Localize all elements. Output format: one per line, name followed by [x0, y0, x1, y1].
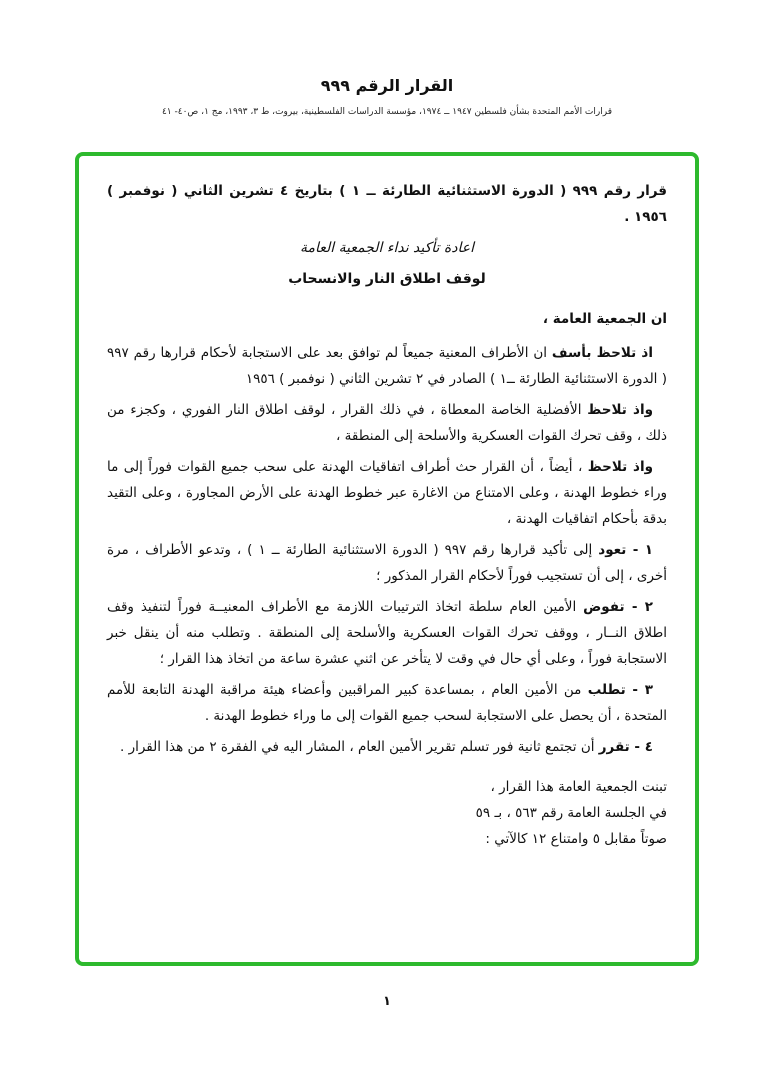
paragraph-text: ان الأطراف المعنية جميعاً لم توافق بعد على الاستجابة لأحكام قرارها رقم ٩٩٧ ( الدورة الاستثنائية الطارئة ــ١ ) الصادر في ٢ تشرين الثاني ( نوفمبر ) ١٩٥٦	[107, 345, 667, 387]
paragraph-text: الأمين العام سلطة اتخاذ الترتيبات اللازمة مع الأطراف المعنيــة فوراً لتنفيذ وقف اطلاق النــار ، ووقف تحرك القوات العسكرية والأسلحة إلى المنطقة . وتطلب منه أن ينقل خبر الاستجابة فوراً ، وعلى أي حال في وقت لا يتأخر عن اثني عشرة ساعة من اتخاذ هذا القرار ؛	[107, 599, 667, 667]
paragraph-operative-4	[107, 734, 667, 760]
closing-line: صوتاً مقابل ٥ وامتناع ١٢ كالآتي :	[485, 831, 667, 847]
document-body-frame	[75, 152, 699, 966]
closing-line: تبنت الجمعية العامة هذا القرار ،	[490, 779, 667, 795]
paragraph-operative-2	[107, 594, 667, 672]
paragraph-operative-3	[107, 677, 667, 729]
paragraph-lead: واذ تلاحظ	[587, 459, 653, 475]
paragraph-notes-regret	[107, 340, 667, 392]
paragraph-operative-1	[107, 537, 667, 589]
resolution-intro: قرار رقم ٩٩٩ ( الدورة الاستثنائية الطارئة ــ ١ ) بتاريخ ٤ تشرين الثاني ( نوفمبر ) ١٩٥٦ .	[107, 183, 667, 225]
resolution-title: القرار الرقم ٩٩٩	[320, 76, 454, 95]
paragraph-notes-armistice	[107, 454, 667, 532]
paragraph-text: الأفضلية الخاصة المعطاة ، في ذلك القرار ، لوقف اطلاق النار الفوري ، وكجزء من ذلك ، وقف تحرك القوات العسكرية والأسلحة إلى المنطقة ،	[107, 402, 667, 444]
paragraph-lead: ١ - تعود	[598, 542, 653, 558]
paragraph-text: أن تجتمع ثانية فور تسلم تقرير الأمين العام ، المشار اليه في الفقرة ٢ من هذا القرار .	[120, 739, 599, 755]
closing-line: في الجلسة العامة رقم ٥٦٣ ، بـ ٥٩	[475, 805, 667, 821]
paragraph-text: ، أيضاً ، أن القرار حث أطراف اتفاقيات الهدنة على سحب جميع القوات فوراً إلى ما وراء خطوط الهدنة ، وعلى الامتناع من الاغارة عبر خطوط الهدنة على الأرض المجاورة ، وعلى التقيد بدقة بأحكام اتفاقيات الهدنة ،	[107, 459, 667, 527]
opening-line: ان الجمعية العامة ،	[542, 311, 667, 327]
subtitle-calligraphic: اعادة تأكيد نداء الجمعية العامة	[300, 240, 474, 256]
paragraph-text: إلى تأكيد قرارها رقم ٩٩٧ ( الدورة الاستثنائية الطارئة ــ ١ ) ، وتدعو الأطراف ، مرة أخرى ، إلى أن تستجيب فوراً لأحكام القرار المذكور ؛	[107, 542, 667, 584]
paragraph-lead: اذ تلاحظ بأسف	[551, 345, 653, 361]
closing-block	[107, 774, 667, 852]
paragraph-notes-priority	[107, 397, 667, 449]
paragraph-lead: ٢ - تفوض	[583, 599, 653, 615]
paragraph-lead: واذ تلاحظ	[587, 402, 653, 418]
page-number: ١	[383, 994, 391, 1009]
paragraph-lead: ٤ - تقرر	[598, 739, 653, 755]
paragraph-lead: ٣ - تطلب	[587, 682, 653, 698]
citation-line: قرارات الأمم المتحدة بشأن فلسطين ١٩٤٧ ــ ١٩٧٤، مؤسسة الدراسات الفلسطينية، بيروت، ط ٣، ١٩٩٣، مج ١، ص٤٠- ٤١	[161, 107, 613, 117]
subtitle-bold: لوقف اطلاق النار والانسحاب	[288, 271, 486, 287]
paragraph-text: من الأمين العام ، بمساعدة كبير المراقبين وأعضاء هيئة مراقبة الهدنة التابعة للأمم المتحدة ، أن يحصل على الاستجابة لسحب جميع القوات إلى ما وراء خطوط الهدنة .	[107, 682, 667, 724]
